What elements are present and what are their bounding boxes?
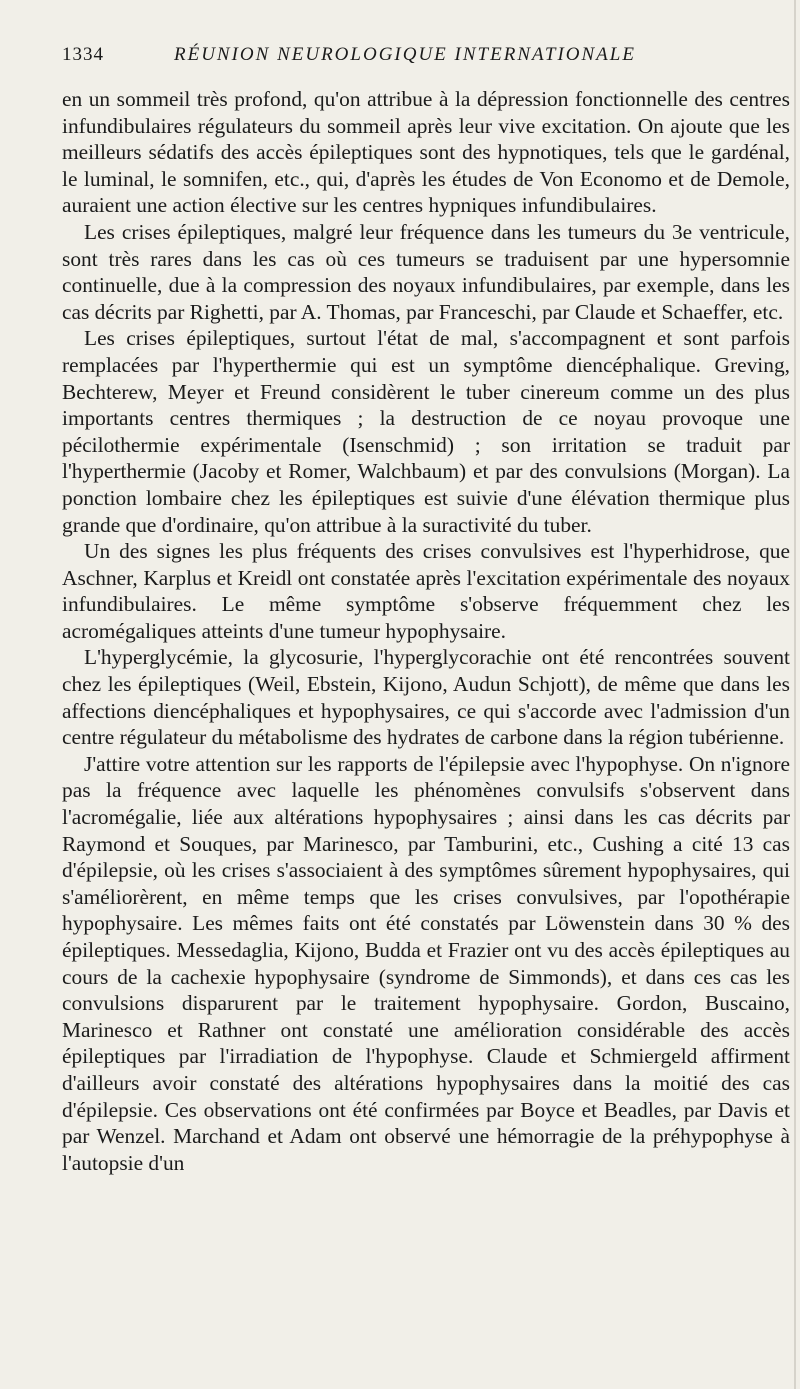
paragraph-hyperhidrosis: Un des signes les plus fréquents des crises convulsives est l'hyperhidrose, que Aschner, Karplus et Kreidl ont constatée après l'excitation expérimentale des noyaux infundibulaires. Le même symptôme s'observe fréquemment chez les acromégaliques atteints d'une tumeur hypophysaire. — [62, 539, 790, 643]
page-edge-shadow — [794, 0, 796, 1389]
article-body — [62, 86, 790, 1176]
page-number: 1334 — [62, 44, 104, 65]
journal-title: RÉUNION NEUROLOGIQUE INTERNATIONALE — [174, 44, 636, 65]
paragraph-hyperthermia: Les crises épileptiques, surtout l'état de mal, s'accompagnent et sont parfois remplacées par l'hyperthermie qui est un symptôme diencéphalique. Greving, Bechterew, Meyer et Freund considèrent le tuber cinereum comme un des plus importants centres thermiques ; la destruction de ce noyau provoque une pécilothermie expérimentale (Isenschmid) ; son irritation se traduit par l'hyperthermie (Jacoby et Romer, Walchbaum) et par des convulsions (Morgan). La ponction lombaire chez les épileptiques est suivie d'une élévation thermique plus grande que d'ordinaire, qu'on attribue à la suractivité du tuber. — [62, 326, 790, 537]
paragraph-third-ventricle: Les crises épileptiques, malgré leur fréquence dans les tumeurs du 3e ventricule, sont très rares dans les cas où ces tumeurs se traduisent par une hypersomnie continuelle, due à la compression des noyaux infundibulaires, par exemple, dans les cas décrits par Righetti, par A. Thomas, par Franceschi, par Claude et Schaeffer, etc. — [62, 219, 790, 324]
running-head — [62, 44, 650, 68]
paragraph-sleep-centers: en un sommeil très profond, qu'on attribue à la dépression fonctionnelle des centres infundibulaires régulateurs du sommeil après leur vive excitation. On ajoute que les meilleurs sédatifs des accès épileptiques sont des hypnotiques, tels que le gardénal, le luminal, le somnifen, etc., qui, d'après les études de Von Economo et de Demole, auraient une action élective sur les centres hypniques infundibulaires. — [62, 87, 790, 218]
paragraph-hyperglycemia: L'hyperglycémie, la glycosurie, l'hyperglycorachie ont été rencontrées souvent chez les épileptiques (Weil, Ebstein, Kijono, Audun Schjott), de même que dans les affections diencéphaliques et hypophysaires, ce qui s'accorde avec l'admission d'un centre régulateur du métabolisme des hydrates de carbone dans la région tubérienne. — [62, 645, 790, 750]
paragraph-hypophysis: J'attire votre attention sur les rapports de l'épilepsie avec l'hypophyse. On n'ignore pas la fréquence avec laquelle les phénomènes convulsifs s'observent dans l'acromégalie, liée aux altérations hypophysaires ; ainsi dans les cas décrits par Raymond et Souques, par Marinesco, par Tamburini, etc., Cushing a cité 13 cas d'épilepsie, où les crises s'associaient à des symptômes sûrement hypophysaires, qui s'améliorèrent, en même temps que les crises convulsives, par l'opothérapie hypophysaire. Les mêmes faits ont été constatés par Löwenstein dans 30 % des épileptiques. Messedaglia, Kijono, Budda et Frazier ont vu des accès épileptiques au cours de la cachexie hypophysaire (syndrome de Simmonds), et dans ces cas les convulsions disparurent par le traitement hypophysaire. Gordon, Buscaino, Marinesco et Rathner ont constaté une amélioration considérable des accès épileptiques par l'irradiation de l'hypophyse. Claude et Schmiergeld affirment d'ailleurs avoir constaté des altérations hypophysaires dans la moitié des cas d'épilepsie. Ces observations ont été confirmées par Boyce et Beadles, par Davis et par Wenzel. Marchand et Adam ont observé une hémorragie de la préhypophyse à l'autopsie d'un — [62, 751, 790, 1175]
